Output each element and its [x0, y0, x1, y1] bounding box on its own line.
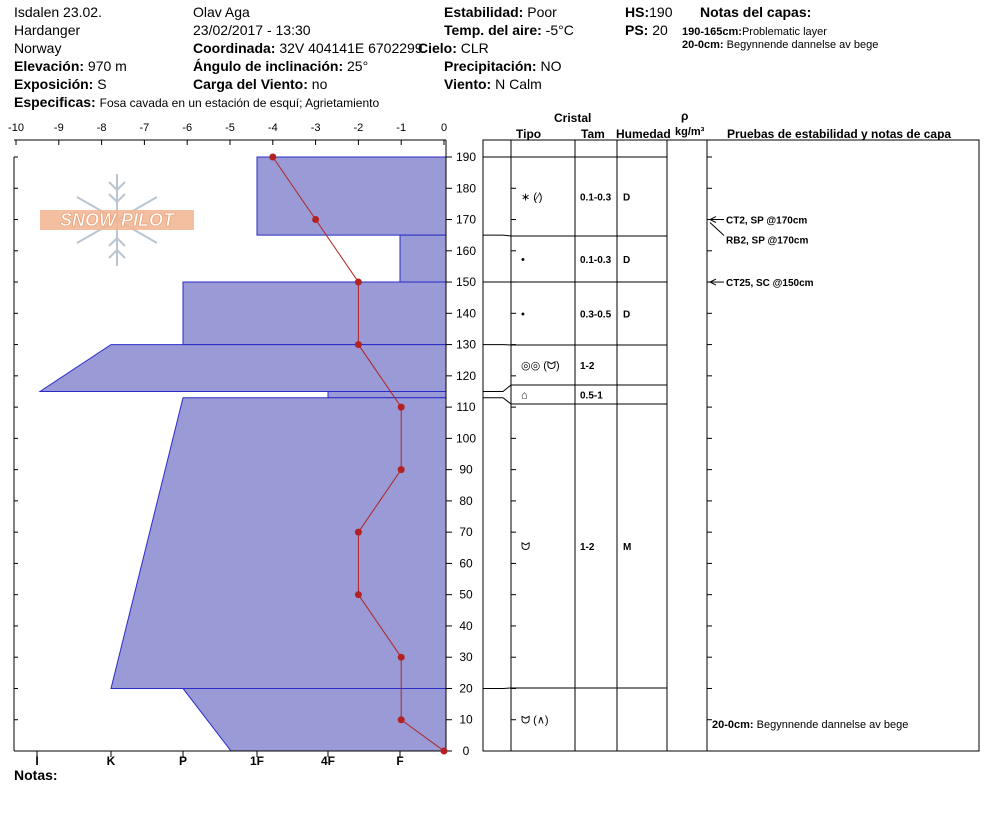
hardness-profile — [40, 157, 446, 751]
layer-moisture: D — [623, 255, 631, 266]
region-name: Hardanger — [14, 22, 81, 38]
temperature-point — [355, 529, 362, 536]
hs-label: HS: — [625, 4, 650, 20]
height-tick-label: 10 — [459, 712, 473, 727]
height-tick-label: 90 — [459, 462, 473, 477]
hardness-layer-1 — [257, 157, 446, 235]
sky-label: Cielo: — [418, 40, 457, 56]
elevation-value: 970 m — [87, 58, 127, 74]
temperature-point — [441, 748, 448, 755]
stability-test-label: RB2, SP @170cm — [726, 235, 809, 247]
height-tick-label: 60 — [459, 556, 473, 571]
layer-moisture: D — [623, 309, 631, 321]
precip-value: NO — [540, 58, 562, 74]
hardness-tick-label: I — [35, 754, 39, 768]
precip-label: Precipitación: — [444, 58, 537, 74]
ps-value: 20 — [652, 22, 668, 38]
height-tick-label: 150 — [455, 275, 477, 290]
col-type: Tipo — [516, 127, 542, 141]
hardness-tick-label: 1F — [249, 754, 265, 768]
height-tick-label: 180 — [455, 181, 477, 196]
temp-tick-label: -4 — [267, 122, 278, 134]
col-moisture: Humedad — [616, 127, 671, 141]
col-size: Tam — [581, 127, 605, 141]
temp-tick-label: -3 — [310, 122, 321, 134]
hardness-tick-label: K — [106, 754, 116, 768]
height-tick-label: 30 — [459, 650, 473, 665]
layer-type-symbol: ᗢ — [521, 541, 531, 553]
layer-size: 0.5-1 — [580, 390, 603, 402]
ps-label: PS: — [625, 22, 649, 38]
height-tick-label: 20 — [459, 681, 473, 696]
layer-size: 1-2 — [580, 542, 595, 553]
aspect-label: Exposición: — [14, 76, 94, 92]
country-name: Norway — [14, 40, 62, 56]
temperature-point — [355, 591, 362, 598]
layer-comment — [712, 719, 908, 731]
hs-value: 190 — [649, 4, 673, 20]
stability-label: Estabilidad: — [444, 4, 524, 20]
logo-text: SNOW PILOT — [60, 210, 174, 230]
wind-load-value: no — [311, 76, 328, 92]
height-tick-label: 70 — [459, 525, 473, 540]
temp-tick-label: -7 — [139, 122, 150, 134]
layer-table — [483, 140, 979, 751]
aspect-value: S — [97, 76, 107, 92]
layer-moisture: M — [623, 542, 632, 553]
hardness-layer-5 — [328, 391, 446, 397]
height-tick-label: 190 — [455, 150, 477, 164]
height-tick-label: 130 — [455, 337, 477, 352]
layer-type-symbol: ◎◎ (ᗢ) — [521, 360, 560, 372]
temperature-point — [398, 466, 405, 473]
layer-size: 0.1-0.3 — [580, 192, 612, 204]
sky-value: CLR — [460, 40, 489, 56]
height-tick-label: 110 — [456, 400, 476, 415]
layer-type-symbol: ∗ (⁄) — [521, 191, 543, 204]
temperature-point — [355, 341, 362, 348]
col-density-unit: kg/m³ — [675, 126, 705, 138]
stability-arrow — [710, 223, 724, 236]
layer-note-1-range: 190-165cm: — [682, 26, 742, 38]
elevation-label: Elevación: — [14, 58, 85, 74]
layer-size: 0.3-0.5 — [580, 309, 612, 321]
layer-type-symbol: ᗢ (∧) — [521, 714, 549, 727]
hardness-tick-label: F — [396, 754, 404, 768]
observation-datetime: 23/02/2017 - 13:30 — [193, 22, 311, 38]
height-tick-label: 140 — [455, 306, 477, 321]
col-tests: Pruebas de estabilidad y notas de capa — [727, 127, 952, 141]
table-frame — [483, 140, 979, 751]
layer-note-1-text: Problematic layer — [741, 26, 827, 38]
layer-size: 0.1-0.3 — [580, 255, 612, 266]
stability-test-label: CT25, SC @150cm — [726, 278, 814, 290]
temp-tick-label: -9 — [53, 122, 64, 134]
temp-tick-label: -5 — [225, 122, 235, 134]
height-tick-label: 170 — [455, 212, 477, 227]
observer-name: Olav Aga — [193, 4, 250, 20]
height-tick-label: 120 — [455, 368, 477, 383]
height-tick-label: 80 — [459, 493, 473, 508]
temperature-point — [398, 716, 405, 723]
height-tick-label: 40 — [459, 618, 473, 633]
temp-tick-label: -2 — [353, 122, 364, 134]
stability-value: Poor — [527, 4, 557, 20]
layer-type-symbol: • — [521, 308, 525, 321]
col-rho: ρ — [681, 109, 689, 123]
layer-connector — [483, 398, 511, 404]
temperature-point — [269, 154, 276, 161]
notes-label: Notas: — [14, 767, 58, 783]
slope-angle-label: Ángulo de inclinación: — [193, 58, 344, 74]
hardness-layer-3 — [183, 282, 446, 345]
layer-notes-title: Notas del capas: — [700, 4, 812, 20]
temp-tick-label: -8 — [96, 122, 107, 134]
air-temp-value: -5°C — [545, 22, 574, 38]
layer-connector — [483, 385, 511, 391]
height-tick-label: 0 — [462, 744, 470, 758]
layer-comment-range: 20-0cm: — [712, 719, 754, 731]
specifics-value: Fosa cavada en un estación de esquí; Agrietamiento — [99, 96, 380, 110]
temp-tick-label: 0 — [440, 122, 448, 134]
location-name: Isdalen 23.02. — [14, 4, 102, 20]
temp-tick-label: -1 — [396, 122, 407, 134]
coordinate-label: Coordinada: — [193, 40, 276, 56]
hardness-tick-label: 4F — [320, 754, 336, 768]
stability-test-label: CT2, SP @170cm — [726, 215, 808, 227]
height-tick-label: 100 — [455, 431, 477, 446]
temp-tick-label: -6 — [182, 122, 193, 134]
wind-label: Viento: — [444, 76, 492, 92]
temperature-point — [398, 404, 405, 411]
height-tick-label: 50 — [459, 587, 473, 602]
temperature-point — [312, 216, 319, 223]
temperature-point — [398, 654, 405, 661]
layer-comment-text: Begynnende dannelse av bege — [753, 719, 909, 731]
height-tick-label: 160 — [455, 243, 477, 258]
layer-moisture: D — [623, 192, 631, 204]
slope-angle-value: 25° — [347, 58, 369, 74]
air-temp-label: Temp. del aire: — [444, 22, 542, 38]
layer-type-symbol: ⌂ — [521, 389, 528, 402]
hardness-layer-2 — [400, 235, 446, 282]
wind-value: N Calm — [495, 76, 542, 92]
hardness-tick-label: P — [178, 754, 188, 768]
coordinate-value: 32V 404141E 6702299 — [279, 40, 423, 56]
layer-note-2-range: 20-0cm: — [682, 39, 724, 51]
hardness-layer-7 — [183, 688, 446, 751]
temp-tick-label: -10 — [8, 122, 24, 134]
hardness-layer-6 — [111, 398, 446, 689]
layer-size: 1-2 — [580, 361, 595, 372]
layer-connector — [483, 235, 511, 236]
wind-load-label: Carga del Viento: — [193, 76, 308, 92]
layer-note-2-text: Begynnende dannelse av bege — [726, 39, 879, 51]
temperature-point — [355, 279, 362, 286]
layer-type-symbol: • — [521, 254, 525, 266]
specifics-label: Especificas: — [14, 94, 96, 110]
col-crystal: Cristal — [554, 111, 592, 125]
